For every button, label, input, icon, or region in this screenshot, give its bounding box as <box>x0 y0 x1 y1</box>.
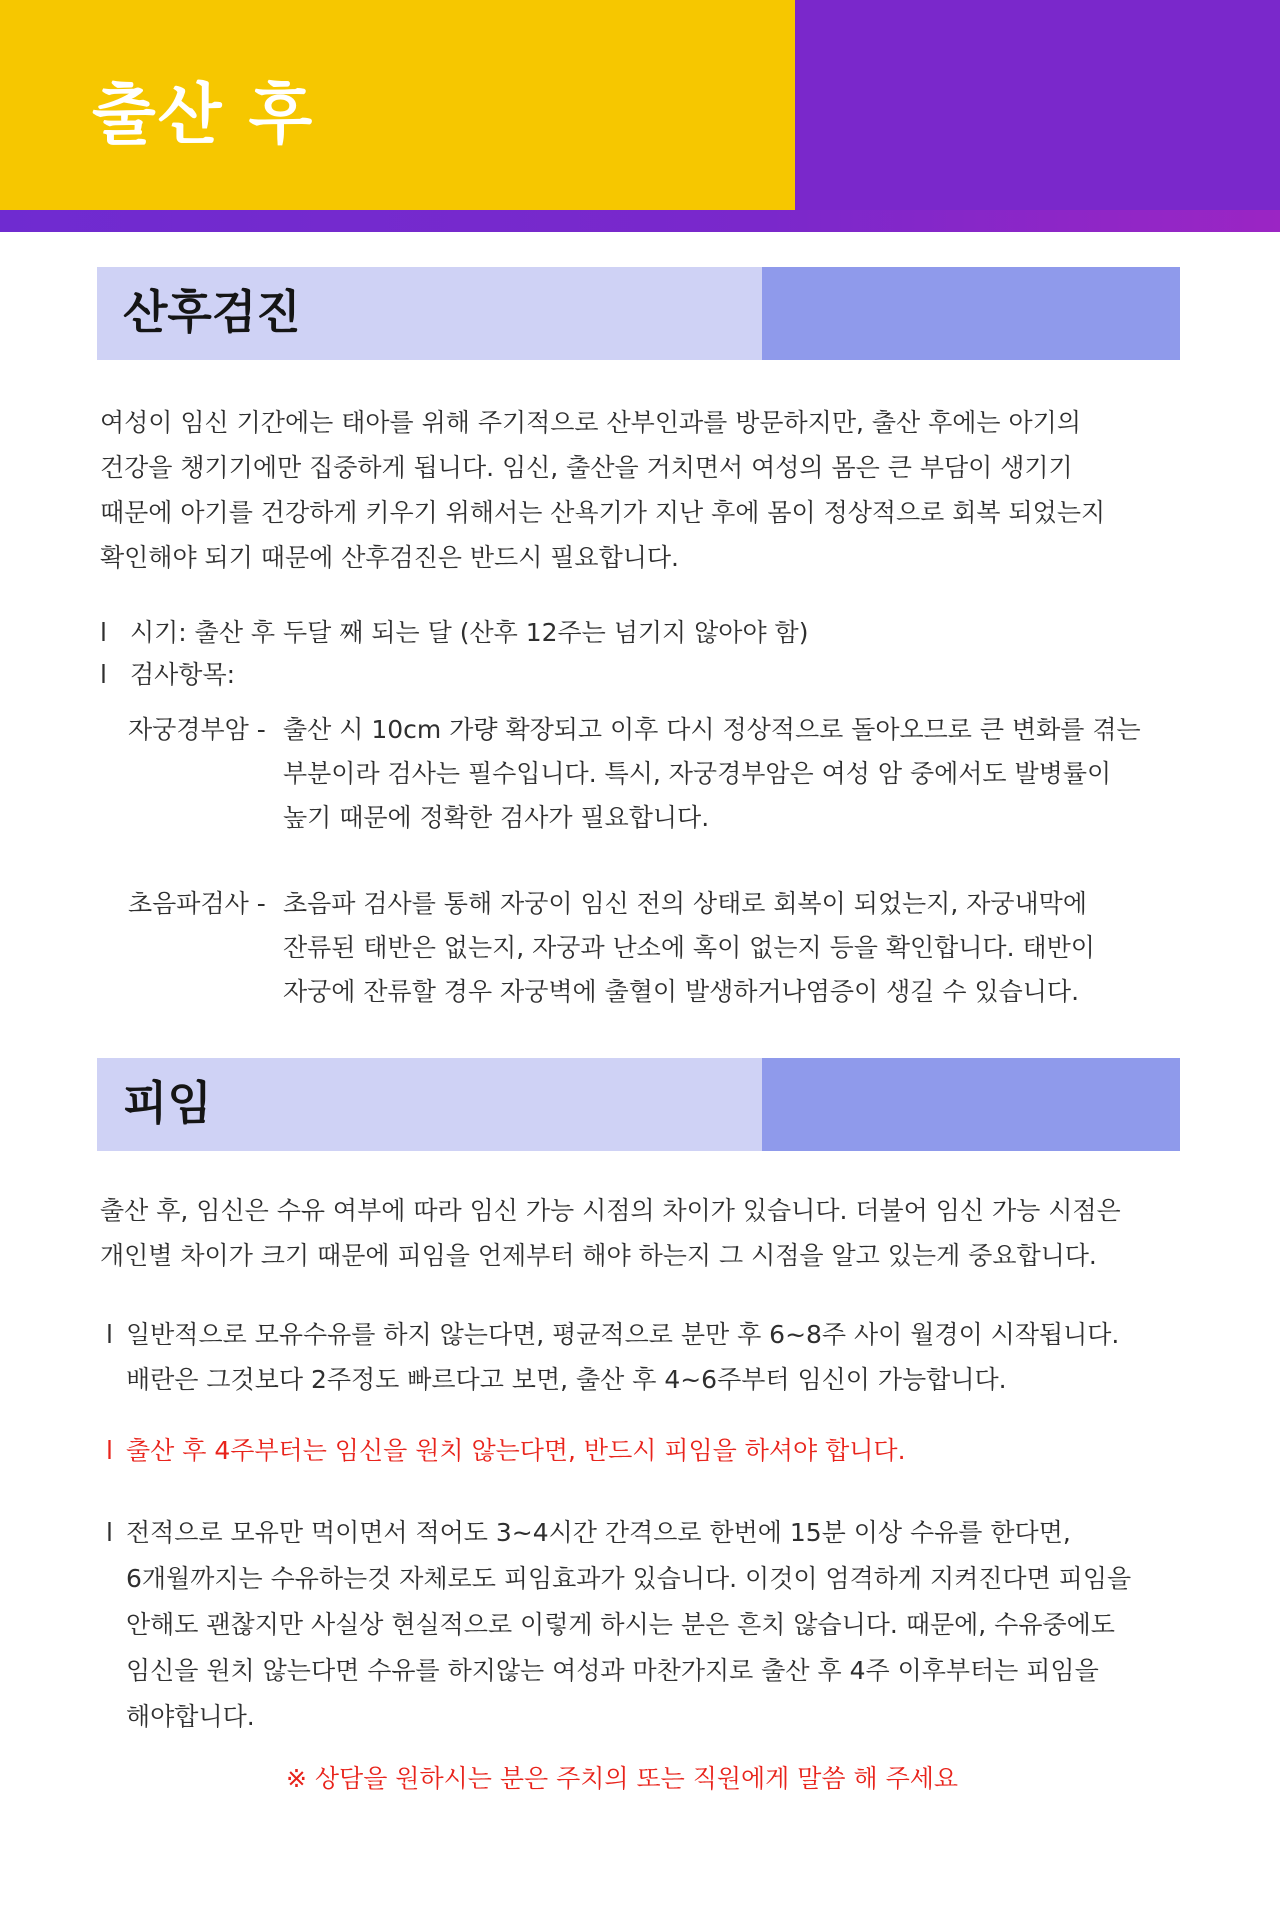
bullet-mark: l <box>100 618 107 647</box>
intro-line: 확인해야 되기 때문에 산후검진은 반드시 필요합니다. <box>100 543 679 572</box>
bullet-text: 6개월까지는 수유하는것 자체로도 피임효과가 있습니다. 이것이 엄격하게 지켜진다면 피임을 <box>126 1564 1132 1593</box>
page-title: 출산 후 <box>92 76 315 153</box>
intro-line: 건강을 챙기기에만 집중하게 됩니다. 임신, 출산을 거치면서 여성의 몸은 큰 부담이 생기기 <box>100 453 1073 482</box>
intro-line: 출산 후, 임신은 수유 여부에 따라 임신 가능 시점의 차이가 있습니다. 더불어 임신 가능 시점은 <box>100 1196 1121 1225</box>
bullet-text: 해야합니다. <box>126 1702 255 1731</box>
section-accent-block <box>762 1058 1180 1151</box>
contraception-intro <box>100 1188 1190 1278</box>
general-info-item <box>106 1312 1119 1402</box>
bullet-mark: l <box>106 1518 113 1547</box>
exam-description <box>283 708 1141 840</box>
exam-desc-line: 부분이라 검사는 필수입니다. 특시, 자궁경부암은 여성 암 중에서도 발병률이 <box>283 759 1112 788</box>
warning-item <box>106 1430 906 1472</box>
bullet-text: 전적으로 모유만 먹이면서 적어도 3~4시간 간격으로 한번에 15분 이상 수유를 한다면, <box>126 1518 1071 1547</box>
exam-desc-line: 초음파 검사를 통해 자궁이 임신 전의 상태로 회복이 되었는지, 자궁내막에 <box>283 889 1087 918</box>
intro-line: 때문에 아기를 건강하게 키우기 위해서는 산욕기가 지난 후에 몸이 정상적으로 회복 되었는지 <box>100 498 1106 527</box>
exam-desc-line: 높기 때문에 정확한 검사가 필요합니다. <box>283 803 710 832</box>
items-label: 검사항목: <box>130 660 236 689</box>
exam-desc-line: 잔류된 태반은 없는지, 자궁과 난소에 혹이 없는지 등을 확인합니다. 태반이 <box>283 933 1095 962</box>
header-purple-block <box>795 0 1280 210</box>
breastfeeding-item <box>106 1510 1131 1740</box>
page-header <box>0 0 1280 232</box>
footer-note: ※ 상담을 원하시는 분은 주치의 또는 직원에게 말씀 해 주세요 <box>286 1764 959 1793</box>
bullet-mark: l <box>106 1436 113 1465</box>
bullet-text: 배란은 그것보다 2주정도 빠르다고 보면, 출산 후 4~6주부터 임신이 가능합니다. <box>126 1365 1007 1394</box>
items-label-item <box>100 654 235 696</box>
checkup-intro <box>100 400 1190 580</box>
bullet-text: 임신을 원치 않는다면 수유를 하지않는 여성과 마찬가지로 출산 후 4주 이후부터는 피임을 <box>126 1656 1099 1685</box>
intro-line: 개인별 차이가 크기 때문에 피임을 언제부터 해야 하는지 그 시점을 알고 있는게 중요합니다. <box>100 1241 1097 1270</box>
bullet-text: 일반적으로 모유수유를 하지 않는다면, 평균적으로 분만 후 6~8주 사이 월경이 시작됩니다. <box>126 1320 1120 1349</box>
bullet-mark: l <box>106 1320 113 1349</box>
section-heading-checkup <box>97 267 1180 360</box>
section-heading-contraception <box>97 1058 1180 1151</box>
section-title-contraception: 피임 <box>123 1076 212 1130</box>
exam-term: 자궁경부암 - <box>128 715 266 744</box>
bullet-mark: l <box>100 660 107 689</box>
warning-text: 출산 후 4주부터는 임신을 원치 않는다면, 반드시 피임을 하셔야 합니다. <box>126 1436 906 1465</box>
timing-item <box>100 612 808 654</box>
timing-text: 시기: 출산 후 두달 째 되는 달 (산후 12주는 넘기지 않아야 함) <box>130 618 809 647</box>
intro-line: 여성이 임신 기간에는 태아를 위해 주기적으로 산부인과를 방문하지만, 출산 후에는 아기의 <box>100 408 1081 437</box>
bullet-text: 안해도 괜찮지만 사실상 현실적으로 이렇게 하시는 분은 흔치 않습니다. 때문에, 수유중에도 <box>126 1610 1115 1639</box>
section-title-checkup: 산후검진 <box>123 285 301 339</box>
section-accent-block <box>762 267 1180 360</box>
exam-desc-line: 출산 시 10cm 가량 확장되고 이후 다시 정상적으로 돌아오므로 큰 변화를 겪는 <box>283 715 1141 744</box>
exam-desc-line: 자궁에 잔류할 경우 자궁벽에 출혈이 발생하거나염증이 생길 수 있습니다. <box>283 977 1080 1006</box>
header-stripe <box>0 210 1280 232</box>
exam-term: 초음파검사 - <box>128 889 266 918</box>
exam-description <box>283 882 1095 1014</box>
